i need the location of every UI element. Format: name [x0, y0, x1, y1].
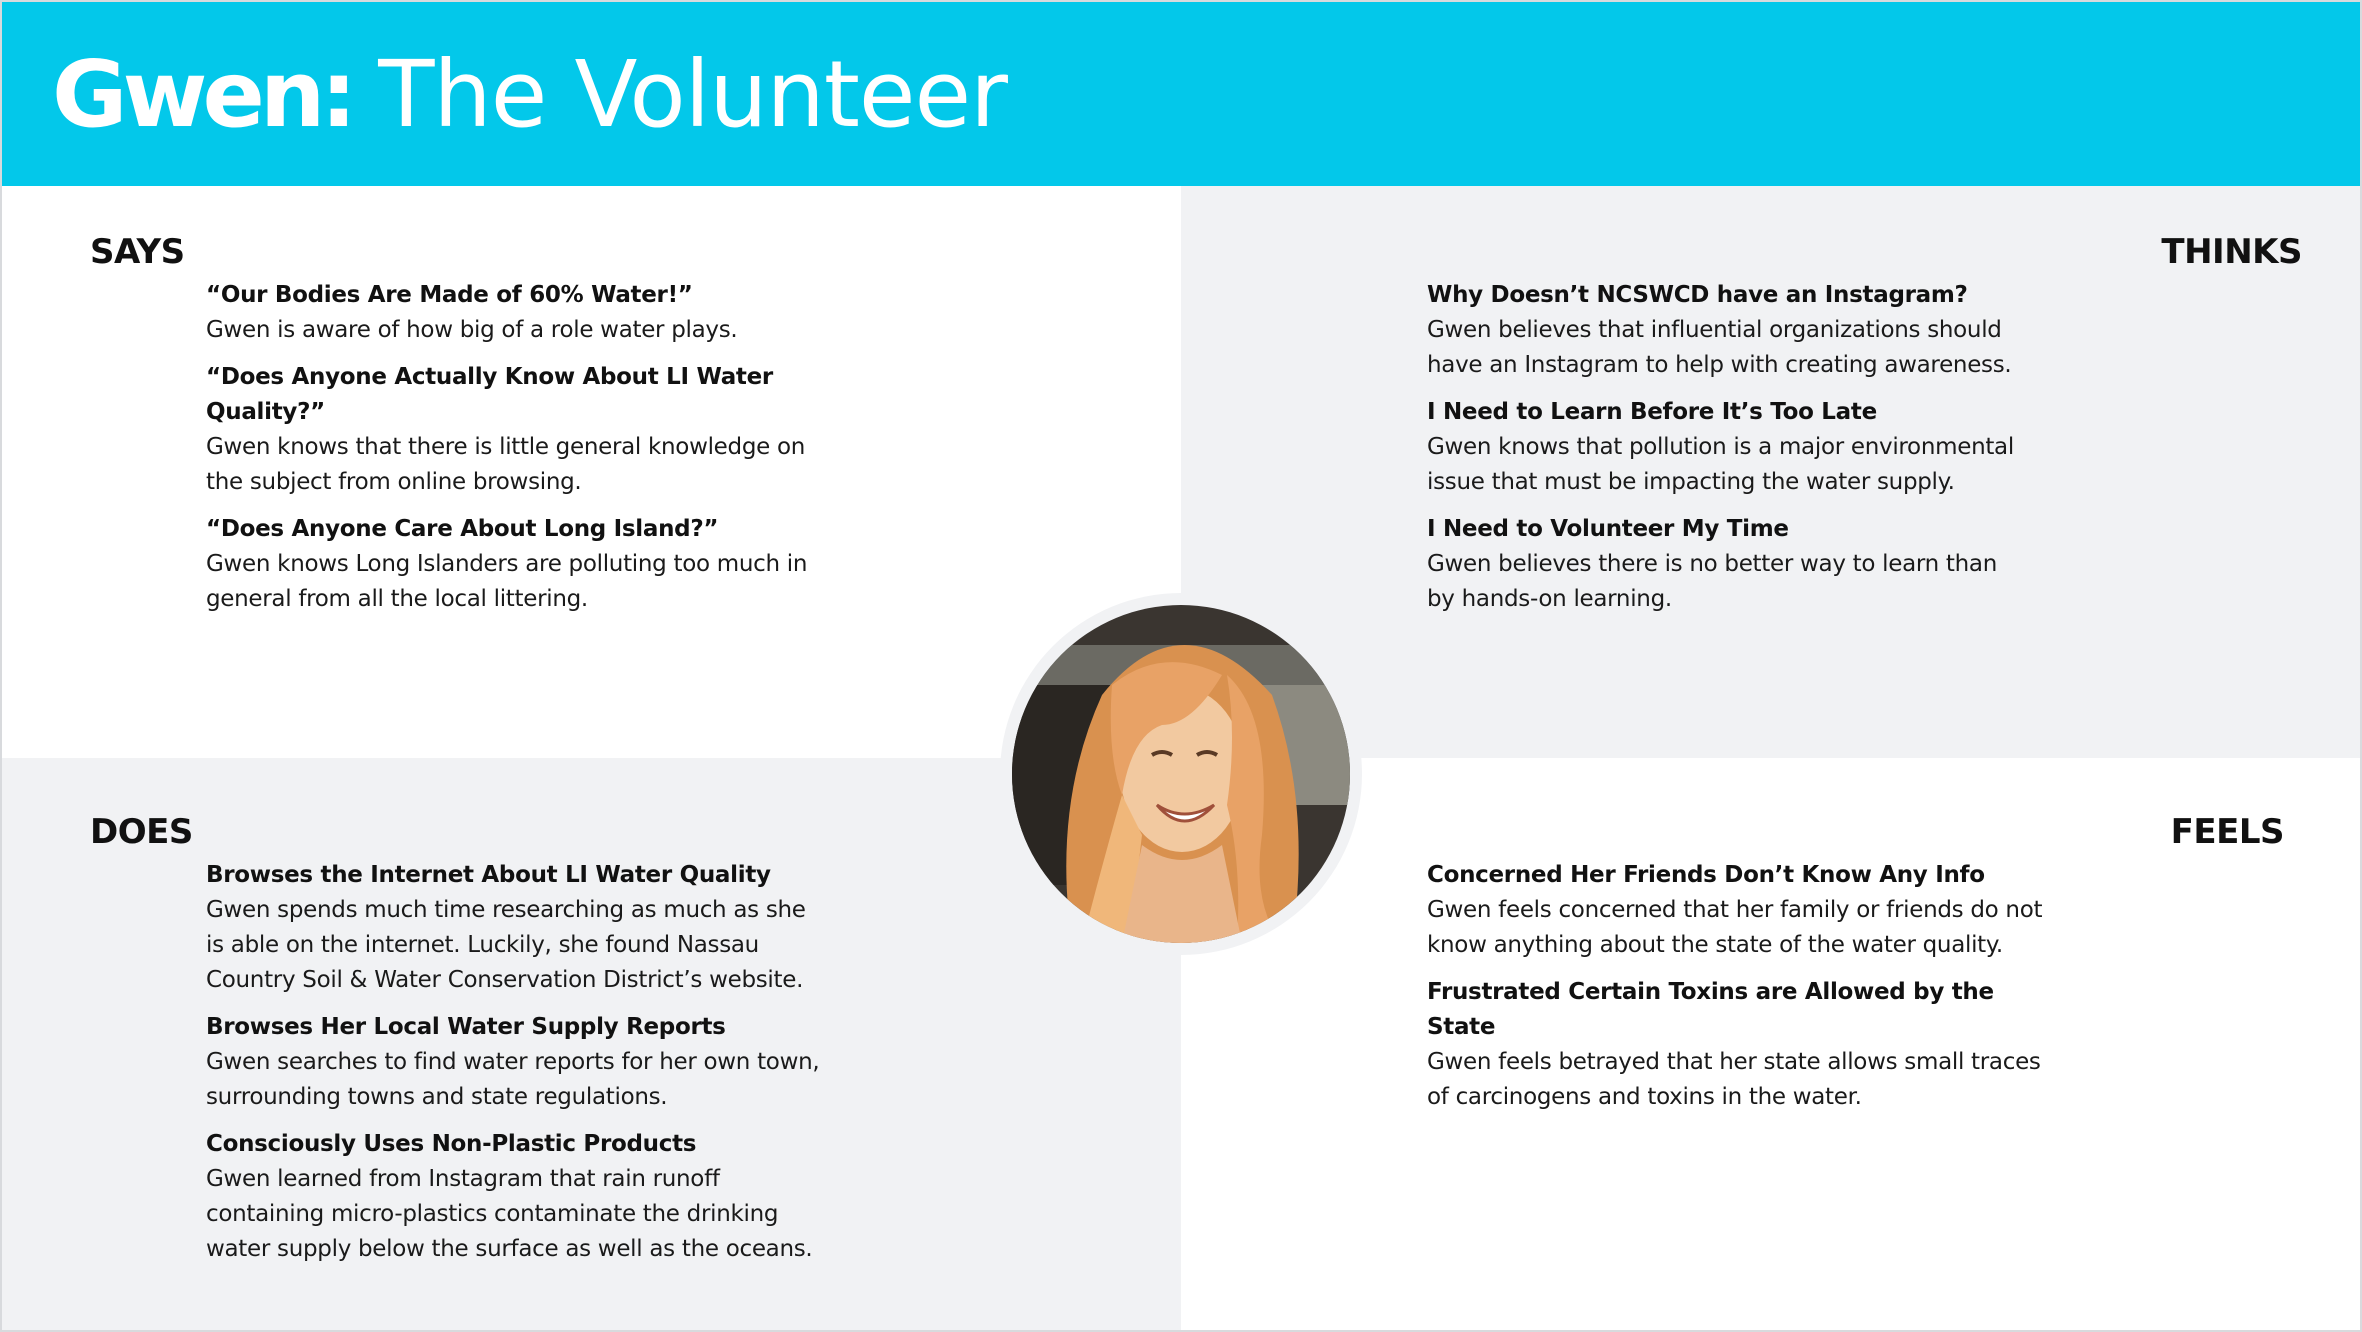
item-text: know anything about the state of the water quality. — [1427, 932, 2003, 958]
persona-photo-icon — [1012, 605, 1350, 943]
list-item — [1427, 512, 2047, 617]
says-title: SAYS — [90, 232, 185, 272]
item-text: by hands-on learning. — [1427, 586, 1672, 612]
list-item — [206, 1010, 826, 1115]
item-text: Gwen feels betrayed that her state allows small traces — [1427, 1049, 2041, 1075]
header-banner — [2, 2, 2360, 186]
item-text: Gwen knows that there is little general knowledge on — [206, 434, 806, 460]
item-text: Gwen is aware of how big of a role water plays. — [206, 317, 738, 343]
item-text: have an Instagram to help with creating awareness. — [1427, 352, 2012, 378]
item-text: general from all the local littering. — [206, 586, 588, 612]
item-text: the subject from online browsing. — [206, 469, 582, 495]
does-list — [206, 858, 826, 1279]
item-text: Gwen feels concerned that her family or friends do not — [1427, 897, 2043, 923]
list-item — [206, 360, 826, 500]
avatar-ring — [1000, 593, 1362, 955]
item-text: water supply below the surface as well as the oceans. — [206, 1236, 813, 1262]
item-text: Country Soil & Water Conservation District’s website. — [206, 967, 804, 993]
item-heading: Browses Her Local Water Supply Reports — [206, 1014, 726, 1040]
persona-name: Gwen: — [52, 40, 353, 148]
says-list — [206, 278, 826, 629]
list-item — [1427, 975, 2047, 1115]
item-text: issue that must be impacting the water supply. — [1427, 469, 1955, 495]
item-heading: Frustrated Certain Toxins are Allowed by the State — [1427, 979, 1994, 1040]
item-text: Gwen learned from Instagram that rain runoff — [206, 1166, 720, 1192]
list-item — [1427, 395, 2047, 500]
item-heading: Concerned Her Friends Don’t Know Any Info — [1427, 862, 1985, 888]
item-heading: I Need to Learn Before It’s Too Late — [1427, 399, 1877, 425]
item-text: containing micro-plastics contaminate the drinking — [206, 1201, 779, 1227]
feels-list — [1427, 858, 2047, 1127]
list-item — [206, 1127, 826, 1267]
list-item — [206, 278, 826, 348]
does-quadrant — [2, 758, 1181, 1332]
item-heading: “Does Anyone Care About Long Island?” — [206, 516, 719, 542]
feels-quadrant — [1181, 758, 2362, 1332]
item-text: Gwen believes that influential organizations should — [1427, 317, 2002, 343]
item-text: of carcinogens and toxins in the water. — [1427, 1084, 1862, 1110]
item-text: Gwen believes there is no better way to learn than — [1427, 551, 1997, 577]
item-text: Gwen spends much time researching as much as she — [206, 897, 806, 923]
thinks-list — [1427, 278, 2047, 629]
item-text: Gwen knows that pollution is a major environmental — [1427, 434, 2014, 460]
thinks-quadrant — [1181, 186, 2362, 758]
feels-title: FEELS — [2170, 812, 2284, 852]
list-item — [206, 512, 826, 617]
does-title: DOES — [90, 812, 193, 852]
item-heading: Browses the Internet About LI Water Quality — [206, 862, 771, 888]
list-item — [206, 858, 826, 998]
item-heading: “Our Bodies Are Made of 60% Water!” — [206, 282, 693, 308]
item-heading: I Need to Volunteer My Time — [1427, 516, 1789, 542]
item-text: Gwen searches to find water reports for her own town, — [206, 1049, 820, 1075]
item-heading: Consciously Uses Non-Plastic Products — [206, 1131, 697, 1157]
list-item — [1427, 278, 2047, 383]
item-heading: “Does Anyone Actually Know About LI Water Quality?” — [206, 364, 773, 425]
thinks-title: THINKS — [2161, 232, 2302, 272]
avatar — [1012, 605, 1350, 943]
item-text: Gwen knows Long Islanders are polluting too much in — [206, 551, 808, 577]
item-heading: Why Doesn’t NCSWCD have an Instagram? — [1427, 282, 1968, 308]
item-text: is able on the internet. Luckily, she found Nassau — [206, 932, 759, 958]
list-item — [1427, 858, 2047, 963]
persona-role: The Volunteer — [378, 40, 1007, 148]
item-text: surrounding towns and state regulations. — [206, 1084, 668, 1110]
says-quadrant — [2, 186, 1181, 758]
